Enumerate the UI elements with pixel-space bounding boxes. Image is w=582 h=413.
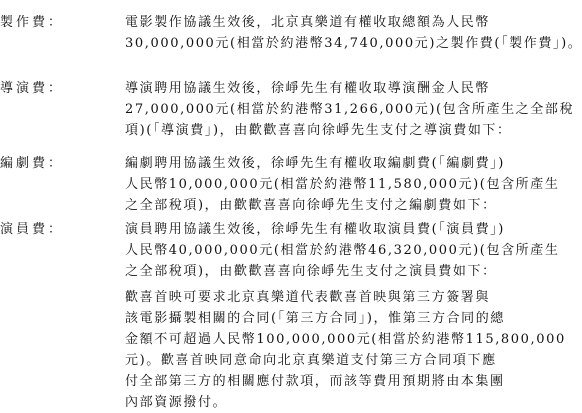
note-line: 付全部第三方的相關應付款項，而該等費用預期將由本集團 [125,374,505,389]
definition-production-fee [125,12,582,54]
definition-line: 人民幣40,000,000元(相當於約港幣46,320,000元)(包含所產生 [125,243,560,258]
definition-line: 編劇聘用協議生效後，徐崢先生有權收取編劇費(「編劇費」) [125,156,505,171]
note-line: 金額不可超過人民幣100,000,000元(相當於約港幣115,800,000 [125,332,566,347]
term-production-fee: 製作費： [0,15,65,30]
definition-line: 導演聘用協議生效後，徐崢先生有權收取導演酬金人民幣 [125,81,491,96]
definition-screenwriter-fee [125,153,560,216]
term-screenwriter-fee: 編劇費： [0,156,65,171]
definition-line: 項)(「導演費」)，由歡歡喜喜向徐崢先生支付之導演費如下： [125,123,512,138]
note-line: 元)。歡喜首映同意命向北京真樂道支付第三方合同項下應 [125,353,497,368]
definition-line: 27,000,000元(相當於約港幣31,266,000元)(包含所產生之全部稅 [125,102,575,117]
note-line: 內部資源撥付。 [125,395,228,410]
definition-line: 之全部稅項)，由歡歡喜喜向徐崢先生支付之演員費如下： [125,264,497,279]
term-director-fee: 導演費： [0,81,65,96]
definition-line: 電影製作協議生效後，北京真樂道有權收取總額為人民幣 [125,15,491,30]
definition-actor-fee [125,219,560,282]
third-party-contract-note [125,287,566,413]
definition-line: 人民幣10,000,000元(相當於約港幣11,580,000元)(包含所產生 [125,177,560,192]
definition-line: 演員聘用協議生效後，徐崢先生有權收取演員費(「演員費」) [125,222,505,237]
term-actor-fee: 演員費： [0,222,65,237]
note-line: 歡喜首映可要求北京真樂道代表歡喜首映與第三方簽署與 [125,290,491,305]
note-line: 該電影攝製相關的合同(「第三方合同」)，惟第三方合同的總 [125,311,505,326]
definition-director-fee [125,78,575,141]
definition-line: 30,000,000元(相當於約港幣34,740,000元)之製作費(「製作費」)。 [125,36,582,51]
definition-line: 之全部稅項)，由歡歡喜喜向徐崢先生支付之編劇費如下： [125,198,497,213]
